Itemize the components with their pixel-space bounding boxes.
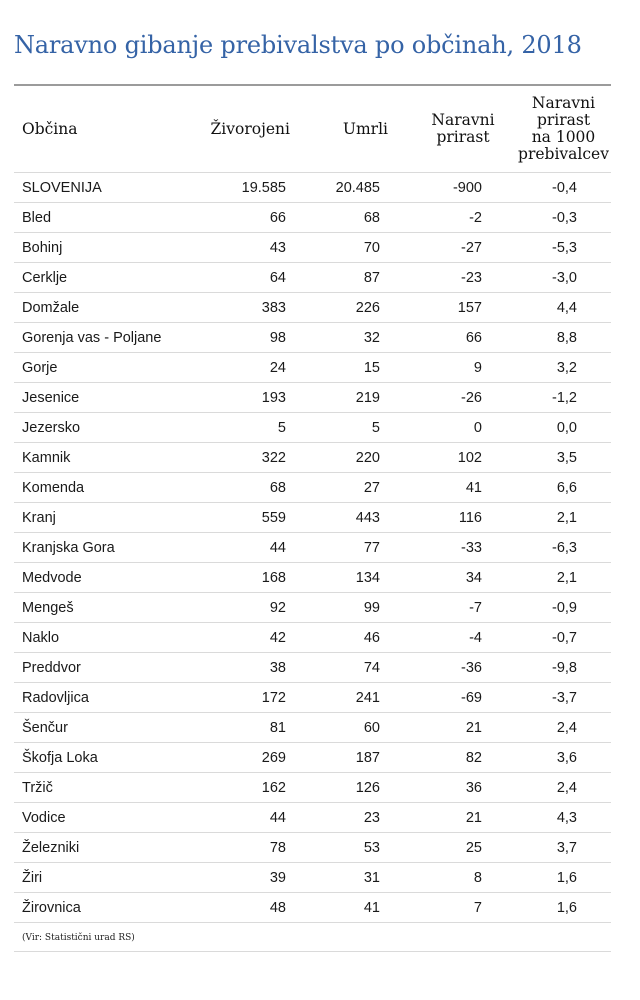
cell-umrli: 134 xyxy=(314,563,404,593)
cell-naravni-prirast: 8 xyxy=(404,863,504,893)
cell-obcina: Kranj xyxy=(14,503,204,533)
cell-zivorojeni: 81 xyxy=(204,713,314,743)
cell-naravni-prirast: 9 xyxy=(404,353,504,383)
cell-obcina: Gorje xyxy=(14,353,204,383)
cell-umrli: 126 xyxy=(314,773,404,803)
cell-obcina: Škofja Loka xyxy=(14,743,204,773)
table-row xyxy=(14,263,611,293)
cell-obcina: SLOVENIJA xyxy=(14,173,204,203)
column-header-naravni-prirast xyxy=(404,86,504,173)
column-header-zivorojeni: Živorojeni xyxy=(204,86,314,173)
cell-zivorojeni: 64 xyxy=(204,263,314,293)
table-row xyxy=(14,683,611,713)
cell-naravni-prirast: 116 xyxy=(404,503,504,533)
cell-zivorojeni: 44 xyxy=(204,803,314,833)
table-row xyxy=(14,383,611,413)
cell-zivorojeni: 19.585 xyxy=(204,173,314,203)
cell-prirast-na-1000: -6,3 xyxy=(504,533,611,563)
cell-zivorojeni: 43 xyxy=(204,233,314,263)
cell-umrli: 187 xyxy=(314,743,404,773)
cell-naravni-prirast: 7 xyxy=(404,893,504,923)
cell-naravni-prirast: -7 xyxy=(404,593,504,623)
cell-obcina: Komenda xyxy=(14,473,204,503)
cell-zivorojeni: 38 xyxy=(204,653,314,683)
cell-obcina: Žiri xyxy=(14,863,204,893)
cell-naravni-prirast: -27 xyxy=(404,233,504,263)
cell-naravni-prirast: -23 xyxy=(404,263,504,293)
cell-umrli: 15 xyxy=(314,353,404,383)
cell-obcina: Jezersko xyxy=(14,413,204,443)
cell-naravni-prirast: -4 xyxy=(404,623,504,653)
column-header-prirast-na-1000 xyxy=(504,86,611,173)
cell-zivorojeni: 269 xyxy=(204,743,314,773)
footer-rule xyxy=(14,951,611,952)
cell-zivorojeni: 162 xyxy=(204,773,314,803)
cell-obcina: Domžale xyxy=(14,293,204,323)
cell-prirast-na-1000: -0,7 xyxy=(504,623,611,653)
cell-umrli: 226 xyxy=(314,293,404,323)
column-header-obcina: Občina xyxy=(14,86,204,173)
cell-umrli: 70 xyxy=(314,233,404,263)
cell-prirast-na-1000: -3,0 xyxy=(504,263,611,293)
cell-naravni-prirast: -69 xyxy=(404,683,504,713)
cell-naravni-prirast: 102 xyxy=(404,443,504,473)
table-header xyxy=(14,86,611,173)
cell-umrli: 23 xyxy=(314,803,404,833)
cell-zivorojeni: 78 xyxy=(204,833,314,863)
source-note: (Vir: Statistični urad RS) xyxy=(22,933,135,943)
cell-prirast-na-1000: 1,6 xyxy=(504,893,611,923)
cell-prirast-na-1000: -0,9 xyxy=(504,593,611,623)
cell-umrli: 99 xyxy=(314,593,404,623)
cell-prirast-na-1000: 3,2 xyxy=(504,353,611,383)
cell-prirast-na-1000: 2,1 xyxy=(504,503,611,533)
cell-prirast-na-1000: 0,0 xyxy=(504,413,611,443)
cell-naravni-prirast: -2 xyxy=(404,203,504,233)
table-row xyxy=(14,233,611,263)
header-line: Naravni xyxy=(431,111,495,129)
cell-naravni-prirast: 21 xyxy=(404,803,504,833)
header-line: prebivalcev xyxy=(518,145,609,163)
header-row xyxy=(14,86,611,173)
header-line: prirast xyxy=(436,128,490,146)
cell-umrli: 87 xyxy=(314,263,404,293)
cell-obcina: Bled xyxy=(14,203,204,233)
table-row xyxy=(14,413,611,443)
population-table xyxy=(14,86,611,923)
cell-zivorojeni: 168 xyxy=(204,563,314,593)
cell-naravni-prirast: 66 xyxy=(404,323,504,353)
cell-obcina: Gorenja vas - Poljane xyxy=(14,323,204,353)
cell-prirast-na-1000: 2,4 xyxy=(504,713,611,743)
header-line: prirast xyxy=(536,111,591,129)
table-row xyxy=(14,713,611,743)
cell-obcina: Kranjska Gora xyxy=(14,533,204,563)
cell-obcina: Kamnik xyxy=(14,443,204,473)
cell-naravni-prirast: 36 xyxy=(404,773,504,803)
cell-naravni-prirast: 34 xyxy=(404,563,504,593)
table-row xyxy=(14,473,611,503)
cell-naravni-prirast: -36 xyxy=(404,653,504,683)
cell-umrli: 77 xyxy=(314,533,404,563)
cell-obcina: Bohinj xyxy=(14,233,204,263)
cell-prirast-na-1000: -3,7 xyxy=(504,683,611,713)
cell-zivorojeni: 559 xyxy=(204,503,314,533)
table-row xyxy=(14,563,611,593)
cell-prirast-na-1000: 3,5 xyxy=(504,443,611,473)
page-title: Naravno gibanje prebivalstva po občinah, 2018 xyxy=(14,31,582,59)
cell-prirast-na-1000: 4,3 xyxy=(504,803,611,833)
cell-prirast-na-1000: -5,3 xyxy=(504,233,611,263)
cell-obcina: Cerklje xyxy=(14,263,204,293)
cell-prirast-na-1000: 3,6 xyxy=(504,743,611,773)
cell-zivorojeni: 98 xyxy=(204,323,314,353)
cell-umrli: 31 xyxy=(314,863,404,893)
cell-umrli: 46 xyxy=(314,623,404,653)
table-container xyxy=(14,86,611,923)
cell-zivorojeni: 48 xyxy=(204,893,314,923)
cell-zivorojeni: 5 xyxy=(204,413,314,443)
table-row xyxy=(14,503,611,533)
cell-obcina: Preddvor xyxy=(14,653,204,683)
cell-obcina: Jesenice xyxy=(14,383,204,413)
table-row xyxy=(14,893,611,923)
table-row xyxy=(14,623,611,653)
table-row xyxy=(14,203,611,233)
cell-naravni-prirast: 82 xyxy=(404,743,504,773)
table-row xyxy=(14,773,611,803)
table-row xyxy=(14,293,611,323)
table-body xyxy=(14,173,611,923)
cell-obcina: Žirovnica xyxy=(14,893,204,923)
cell-zivorojeni: 383 xyxy=(204,293,314,323)
table-row xyxy=(14,863,611,893)
cell-umrli: 27 xyxy=(314,473,404,503)
cell-naravni-prirast: 41 xyxy=(404,473,504,503)
cell-umrli: 32 xyxy=(314,323,404,353)
table-row xyxy=(14,803,611,833)
cell-prirast-na-1000: 6,6 xyxy=(504,473,611,503)
cell-prirast-na-1000: 3,7 xyxy=(504,833,611,863)
table-row xyxy=(14,353,611,383)
table-row xyxy=(14,653,611,683)
cell-obcina: Medvode xyxy=(14,563,204,593)
cell-umrli: 68 xyxy=(314,203,404,233)
cell-prirast-na-1000: -9,8 xyxy=(504,653,611,683)
cell-umrli: 74 xyxy=(314,653,404,683)
cell-obcina: Mengeš xyxy=(14,593,204,623)
cell-umrli: 219 xyxy=(314,383,404,413)
header-line: na 1000 xyxy=(531,128,596,146)
cell-zivorojeni: 172 xyxy=(204,683,314,713)
header-line: Naravni xyxy=(531,94,596,112)
cell-umrli: 443 xyxy=(314,503,404,533)
cell-obcina: Železniki xyxy=(14,833,204,863)
cell-naravni-prirast: 0 xyxy=(404,413,504,443)
cell-prirast-na-1000: 2,1 xyxy=(504,563,611,593)
cell-obcina: Radovljica xyxy=(14,683,204,713)
cell-obcina: Vodice xyxy=(14,803,204,833)
cell-zivorojeni: 44 xyxy=(204,533,314,563)
cell-obcina: Šenčur xyxy=(14,713,204,743)
cell-umrli: 41 xyxy=(314,893,404,923)
table-row xyxy=(14,743,611,773)
cell-umrli: 241 xyxy=(314,683,404,713)
cell-umrli: 5 xyxy=(314,413,404,443)
cell-zivorojeni: 92 xyxy=(204,593,314,623)
table-row xyxy=(14,323,611,353)
table-row xyxy=(14,173,611,203)
table-row xyxy=(14,593,611,623)
cell-naravni-prirast: 25 xyxy=(404,833,504,863)
cell-zivorojeni: 68 xyxy=(204,473,314,503)
cell-zivorojeni: 66 xyxy=(204,203,314,233)
cell-naravni-prirast: -33 xyxy=(404,533,504,563)
cell-umrli: 20.485 xyxy=(314,173,404,203)
cell-prirast-na-1000: -0,4 xyxy=(504,173,611,203)
table-row xyxy=(14,533,611,563)
cell-naravni-prirast: 157 xyxy=(404,293,504,323)
cell-umrli: 60 xyxy=(314,713,404,743)
cell-naravni-prirast: -26 xyxy=(404,383,504,413)
table-row xyxy=(14,443,611,473)
cell-zivorojeni: 42 xyxy=(204,623,314,653)
cell-zivorojeni: 39 xyxy=(204,863,314,893)
cell-obcina: Naklo xyxy=(14,623,204,653)
table-row xyxy=(14,833,611,863)
cell-zivorojeni: 193 xyxy=(204,383,314,413)
cell-prirast-na-1000: -0,3 xyxy=(504,203,611,233)
cell-obcina: Tržič xyxy=(14,773,204,803)
cell-prirast-na-1000: 1,6 xyxy=(504,863,611,893)
cell-prirast-na-1000: 8,8 xyxy=(504,323,611,353)
cell-umrli: 53 xyxy=(314,833,404,863)
cell-prirast-na-1000: 4,4 xyxy=(504,293,611,323)
cell-zivorojeni: 322 xyxy=(204,443,314,473)
cell-naravni-prirast: 21 xyxy=(404,713,504,743)
column-header-umrli: Umrli xyxy=(314,86,404,173)
cell-prirast-na-1000: -1,2 xyxy=(504,383,611,413)
cell-umrli: 220 xyxy=(314,443,404,473)
cell-prirast-na-1000: 2,4 xyxy=(504,773,611,803)
cell-naravni-prirast: -900 xyxy=(404,173,504,203)
cell-zivorojeni: 24 xyxy=(204,353,314,383)
